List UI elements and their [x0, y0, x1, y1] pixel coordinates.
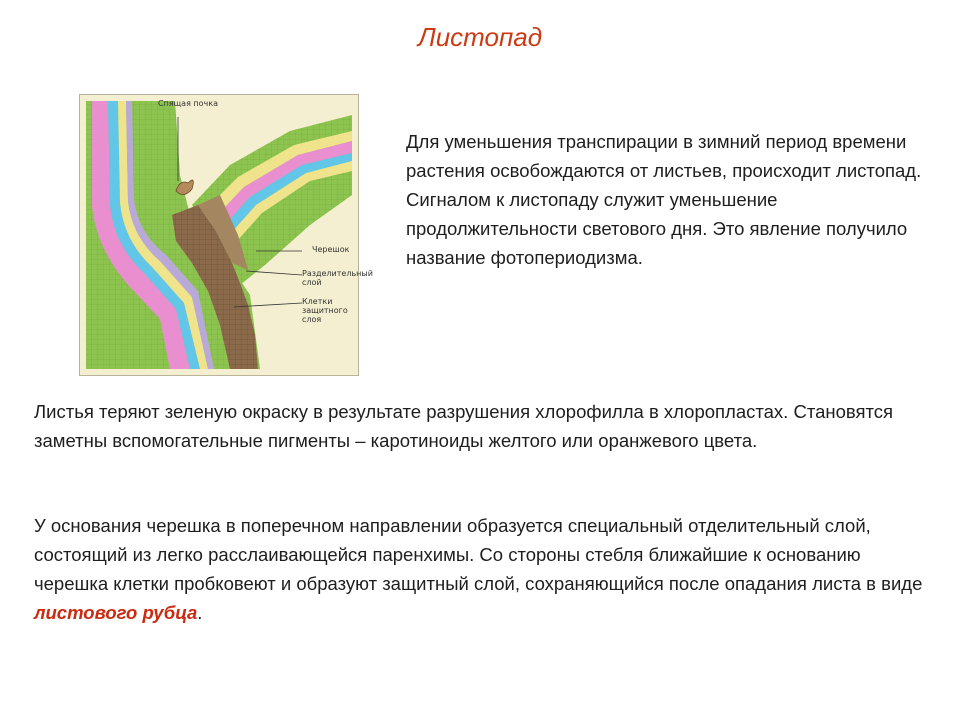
label-dormant-bud: Спящая почка — [158, 99, 219, 108]
paragraph3-end: . — [197, 602, 203, 623]
label-protective-layer: Клетки защитного слоя — [302, 297, 348, 324]
label-separating-layer: Разделительный слой — [302, 269, 373, 287]
label-petiole: Черешок — [312, 245, 350, 254]
diagram-drawing — [80, 95, 373, 375]
paragraph-separating-layer — [34, 511, 934, 627]
leaf-abscission-diagram — [79, 94, 373, 376]
paragraph-photoperiodism: Для уменьшения транспирации в зимний период времени растения освобождаются от листьев, происходит листопад. Сигналом к листопаду служит уменьшение продолжительности светового дня. Это явление получило название фотопериодизма. — [406, 131, 922, 268]
slide-title: Листопад — [417, 22, 543, 52]
paragraph-pigments: Листья теряют зеленую окраску в результате разрушения хлорофилла в хлоропластах. Становятся заметны вспомогательные пигменты – каротиноиды желтого или оранжевого цвета. — [34, 401, 894, 451]
leaf-scar-term: листового рубца — [34, 602, 198, 623]
paragraph3-text: У основания черешка в поперечном направлении образуется специальный отделительный слой, состоящий из легко расслаивающейся паренхимы. Со стороны стебля ближайшие к основанию черешка клетки пробковеют и образуют защитный слой, сохраняющийся после опадания листа в виде — [34, 515, 923, 594]
